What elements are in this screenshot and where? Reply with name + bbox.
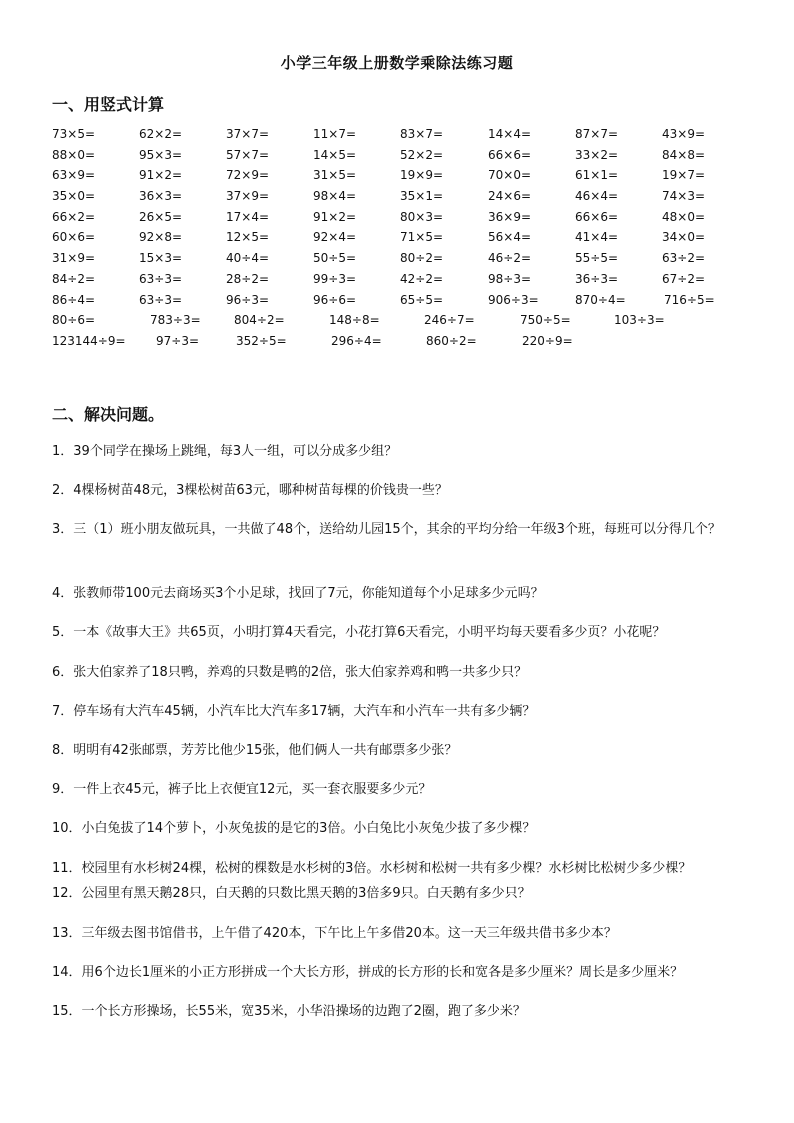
- calc-item: 80÷6=: [52, 313, 96, 328]
- calc-item: 37×7=: [226, 127, 270, 141]
- calc-item: 98×4=: [313, 189, 357, 204]
- calc-item: 40÷4=: [226, 251, 270, 266]
- calc-row: [52, 227, 752, 248]
- calc-item: 750÷5=: [520, 313, 571, 328]
- calc-item: 66×6=: [575, 209, 619, 224]
- word-problem: 15．一个长方形操场，长55米，宽35米，小华沿操场的边跑了2圈，跑了多少米？: [52, 1004, 526, 1019]
- calc-item: 33×2=: [575, 147, 619, 162]
- word-problem: 5．一本《故事大王》共65页，小明打算4天看完，小花打算6天看完，小明平均每天要看多少页？小花呢？: [52, 625, 666, 640]
- word-problem: 6．张大伯家养了18只鸭，养鸡的只数是鸭的2倍，张大伯家养鸡和鸭一共多少只？: [52, 665, 528, 680]
- calc-item: 46×4=: [575, 189, 619, 204]
- word-problem: 13．三年级去图书馆借书，上午借了420本，下午比上午多借20本。这一天三年级共借书多少本？: [52, 926, 617, 941]
- calc-item: 43×9=: [662, 127, 706, 141]
- calc-item: 103÷3=: [614, 313, 665, 328]
- calc-item: 12×5=: [226, 230, 270, 245]
- calculation-grid: [52, 124, 752, 352]
- calc-item: 99÷3=: [313, 271, 357, 286]
- calc-item: 31×5=: [313, 168, 357, 183]
- calc-item: 63×9=: [52, 168, 96, 183]
- calc-row: [52, 331, 752, 352]
- calc-item: 80×3=: [400, 209, 444, 224]
- calc-item: 26×5=: [139, 209, 183, 224]
- calc-item: 24×6=: [488, 189, 532, 204]
- calc-item: 35×0=: [52, 189, 96, 204]
- calc-item: 96÷3=: [226, 292, 270, 307]
- word-problem: 1．39个同学在操场上跳绳，每3人一组，可以分成多少组？: [52, 444, 398, 459]
- calc-item: 35×1=: [400, 189, 444, 204]
- calc-item: 92×8=: [139, 230, 183, 245]
- calc-item: 36×9=: [488, 209, 532, 224]
- calc-item: 28÷2=: [226, 271, 270, 286]
- word-problem: 8．明明有42张邮票，芳芳比他少15张，他们俩人一共有邮票多少张？: [52, 743, 458, 758]
- calc-item: 84×8=: [662, 147, 706, 162]
- calc-row: [52, 269, 752, 290]
- calc-item: 86÷4=: [52, 292, 96, 307]
- calc-item: 67÷2=: [662, 271, 706, 286]
- calc-item: 98÷3=: [488, 271, 532, 286]
- calc-item: 37×9=: [226, 189, 270, 204]
- section-heading-calculation: 一、用竖式计算: [52, 95, 165, 114]
- calc-item: 123144÷9=: [52, 333, 126, 348]
- calc-item: 11×7=: [313, 127, 357, 141]
- calc-item: 87×7=: [575, 127, 619, 141]
- section-heading-word-problems: 二、解决问题。: [52, 405, 165, 424]
- calc-item: 48×0=: [662, 209, 706, 224]
- calc-item: 870÷4=: [575, 292, 626, 307]
- calc-item: 70×0=: [488, 168, 532, 183]
- calc-item: 42÷2=: [400, 271, 444, 286]
- calc-item: 92×4=: [313, 230, 357, 245]
- calc-item: 906÷3=: [488, 292, 539, 307]
- calc-item: 55÷5=: [575, 251, 619, 266]
- calc-item: 716÷5=: [664, 292, 715, 307]
- calc-item: 783÷3=: [150, 313, 201, 328]
- calc-item: 60×6=: [52, 230, 96, 245]
- calc-item: 41×4=: [575, 230, 619, 245]
- calc-item: 95×3=: [139, 147, 183, 162]
- calc-item: 36×3=: [139, 189, 183, 204]
- calc-row: [52, 207, 752, 228]
- calc-item: 220÷9=: [522, 333, 573, 348]
- calc-item: 63÷3=: [139, 271, 183, 286]
- calc-item: 34×0=: [662, 230, 706, 245]
- calc-item: 88×0=: [52, 147, 96, 162]
- word-problem: 3．三（1）班小朋友做玩具，一共做了48个，送给幼儿园15个，其余的平均分给一年级3个班，每班可以分得几个？: [52, 522, 721, 537]
- calc-item: 84÷2=: [52, 271, 96, 286]
- calc-item: 80÷2=: [400, 251, 444, 266]
- calc-row: [52, 310, 752, 331]
- calc-item: 52×2=: [400, 147, 444, 162]
- calc-item: 860÷2=: [426, 333, 477, 348]
- calc-item: 83×7=: [400, 127, 444, 141]
- word-problem: 11．校园里有水杉树24棵，松树的棵数是水杉树的3倍。水杉树和松树一共有多少棵？水杉树比松树少多少棵？: [52, 861, 692, 876]
- calc-item: 63÷2=: [662, 251, 706, 266]
- calc-item: 36÷3=: [575, 271, 619, 286]
- calc-row: [52, 248, 752, 269]
- calc-item: 296÷4=: [331, 333, 382, 348]
- calc-item: 62×2=: [139, 127, 183, 141]
- calc-item: 91×2=: [139, 168, 183, 183]
- word-problem: 12．公园里有黑天鹅28只，白天鹅的只数比黑天鹅的3倍多9只。白天鹅有多少只？: [52, 886, 531, 901]
- calc-item: 61×1=: [575, 168, 619, 183]
- page-title: 小学三年级上册数学乘除法练习题: [280, 54, 514, 72]
- calc-item: 57×7=: [226, 147, 270, 162]
- calc-row: [52, 290, 752, 311]
- calc-item: 352÷5=: [236, 333, 287, 348]
- calc-row: [52, 186, 752, 207]
- calc-item: 56×4=: [488, 230, 532, 245]
- calc-item: 72×9=: [226, 168, 270, 183]
- calc-item: 96÷6=: [313, 292, 357, 307]
- calc-item: 63÷3=: [139, 292, 183, 307]
- calc-row: [52, 145, 752, 166]
- calc-item: 17×4=: [226, 209, 270, 224]
- calc-item: 46÷2=: [488, 251, 532, 266]
- word-problem: 9．一件上衣45元，裤子比上衣便宜12元，买一套衣服要多少元？: [52, 782, 432, 797]
- calc-item: 73×5=: [52, 127, 96, 141]
- word-problem: 10．小白兔拔了14个萝卜，小灰兔拔的是它的3倍。小白兔比小灰兔少拔了多少棵？: [52, 821, 536, 836]
- calc-item: 66×6=: [488, 147, 532, 162]
- calc-row: [52, 124, 752, 145]
- calc-item: 50÷5=: [313, 251, 357, 266]
- word-problem: 7．停车场有大汽车45辆，小汽车比大汽车多17辆，大汽车和小汽车一共有多少辆？: [52, 704, 536, 719]
- calc-item: 97÷3=: [156, 333, 200, 348]
- calc-item: 66×2=: [52, 209, 96, 224]
- calc-item: 19×7=: [662, 168, 706, 183]
- calc-item: 74×3=: [662, 189, 706, 204]
- calc-row: [52, 165, 752, 186]
- calc-item: 246÷7=: [424, 313, 475, 328]
- word-problem: 4．张教师带100元去商场买3个小足球，找回了7元，你能知道每个小足球多少元吗？: [52, 586, 544, 601]
- calc-item: 71×5=: [400, 230, 444, 245]
- calc-item: 31×9=: [52, 251, 96, 266]
- calc-item: 91×2=: [313, 209, 357, 224]
- word-problem: 14．用6个边长1厘米的小正方形拼成一个大长方形，拼成的长方形的长和宽各是多少厘米？周长是多少厘米？: [52, 965, 684, 980]
- word-problem: 2．4棵杨树苗48元，3棵松树苗63元，哪种树苗每棵的价钱贵一些？: [52, 483, 448, 498]
- calc-item: 15×3=: [139, 251, 183, 266]
- calc-item: 65÷5=: [400, 292, 444, 307]
- calc-item: 148÷8=: [329, 313, 380, 328]
- calc-item: 14×4=: [488, 127, 532, 141]
- calc-item: 19×9=: [400, 168, 444, 183]
- calc-item: 804÷2=: [234, 313, 285, 328]
- calc-item: 14×5=: [313, 147, 357, 162]
